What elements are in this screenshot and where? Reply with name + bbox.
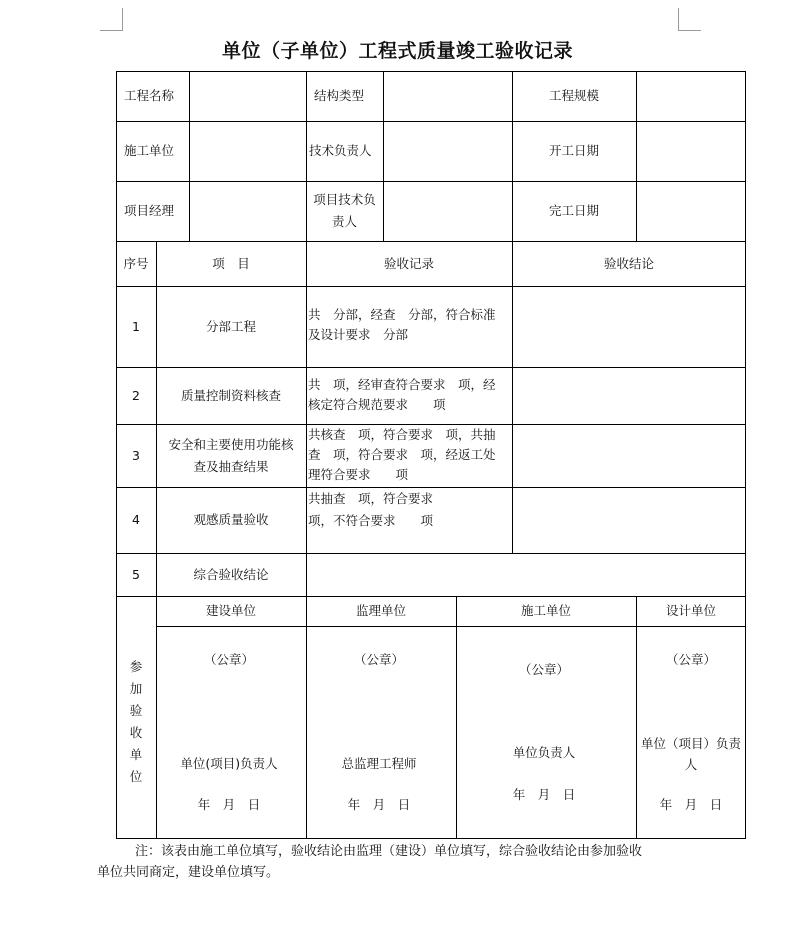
row-1-item: 分部工程 [205, 318, 256, 334]
row-2-item: 质量控制资料核查 [180, 387, 281, 403]
row-2-no: 2 [132, 387, 140, 403]
row-5-no: 5 [132, 566, 140, 582]
row-1-record-line-2: 及设计要求 分部 [308, 327, 409, 342]
row-3-record[interactable] [308, 425, 512, 487]
unit-design-date: 年 月 日 [659, 797, 723, 812]
unit-supervision-date: 年 月 日 [347, 797, 411, 812]
row-5-item: 综合验收结论 [193, 566, 269, 582]
unit-design-signer-line-2: 人 [684, 757, 698, 772]
unit-contractor-name: 施工单位 [520, 603, 571, 618]
project-tech-lead-label [306, 181, 383, 241]
participants-label-char-1: 参 [129, 659, 143, 674]
row-4-item: 观感质量验收 [193, 512, 269, 527]
project-scale-value[interactable] [636, 71, 746, 121]
completion-date-value[interactable] [636, 181, 746, 241]
participants-label-char-5: 单 [129, 747, 143, 762]
unit-construction-signer: 单位(项目)负责人 [180, 756, 278, 771]
row-3-conclusion[interactable] [512, 424, 746, 487]
row-5-conclusion[interactable] [306, 553, 746, 596]
unit-contractor-seal: （公章） [518, 662, 569, 677]
project-tech-lead-value[interactable] [383, 181, 512, 241]
row-3-record-line-1: 共核查 项，符合要求 项，共抽 [308, 427, 496, 442]
start-date-value[interactable] [636, 121, 746, 181]
completion-date-label: 完工日期 [548, 203, 599, 218]
row-4-no: 4 [132, 512, 140, 527]
row-4-record-line-1: 共抽查 项，符合要求 [308, 491, 434, 506]
project-tech-lead-label-line-2: 责人 [331, 214, 357, 229]
project-manager-value[interactable] [189, 181, 306, 241]
contractor-value[interactable] [189, 121, 306, 181]
structure-type-value[interactable] [383, 71, 512, 121]
row-3-record-line-2: 查 项，符合要求 项，经返工处 [308, 447, 496, 462]
row-2-record-line-1: 共 项，经审查符合要求 项，经 [308, 377, 496, 392]
header-record: 验收记录 [383, 255, 434, 271]
structure-type-label: 结构类型 [314, 88, 365, 103]
note-line-2: 单位共同商定，建设单位填写。 [97, 865, 280, 880]
unit-contractor-signer: 单位负责人 [512, 745, 576, 760]
row-2-conclusion[interactable] [512, 367, 746, 424]
project-manager-label: 项目经理 [124, 203, 175, 218]
unit-contractor-date: 年 月 日 [512, 787, 576, 802]
unit-design-signer [636, 733, 746, 775]
header-conclusion: 验收结论 [603, 255, 654, 271]
row-1-record-line-1: 共 分部，经查 分部，符合标准 [308, 307, 496, 322]
page-title: 单位（子单位）工程式质量竣工验收记录 [221, 40, 573, 62]
unit-design-seal: （公章） [665, 652, 716, 667]
unit-design-name: 设计单位 [665, 603, 716, 618]
project-scale-label: 工程规模 [548, 88, 599, 103]
row-2-record[interactable] [308, 375, 512, 421]
participants-label [116, 596, 156, 838]
row-3-record-line-3: 理符合要求 项 [308, 467, 409, 482]
row-1-conclusion[interactable] [512, 286, 746, 367]
start-date-label: 开工日期 [548, 143, 599, 158]
unit-supervision-seal: （公章） [353, 652, 404, 667]
row-1-no: 1 [132, 318, 140, 334]
unit-construction-date: 年 月 日 [197, 797, 261, 812]
row-4-record-line-3: 项，不符合要求 项 [308, 513, 434, 528]
row-3-item-line-1: 安全和主要使用功能核 [168, 436, 294, 452]
unit-design-signer-line-1: 单位（项目）负责 [640, 736, 741, 751]
unit-supervision-signer: 总监理工程师 [341, 756, 417, 771]
tech-lead-value[interactable] [383, 121, 512, 181]
project-name-value[interactable] [189, 71, 306, 121]
participants-label-char-6: 位 [129, 769, 143, 784]
note-line-1: 注：该表由施工单位填写，验收结论由监理（建设）单位填写，综合验收结论由参加验收 [135, 844, 643, 859]
row-4-record[interactable] [308, 489, 512, 553]
unit-construction-seal: （公章） [203, 652, 254, 667]
participants-label-char-2: 加 [129, 681, 143, 696]
contractor-label: 施工单位 [124, 143, 175, 158]
unit-construction-name: 建设单位 [205, 603, 256, 618]
participants-label-char-4: 收 [129, 725, 143, 740]
row-3-no: 3 [132, 447, 140, 463]
row-2-record-line-2: 核定符合规范要求 项 [308, 397, 446, 412]
header-item: 项 目 [212, 255, 250, 271]
row-1-record[interactable] [308, 305, 512, 365]
row-3-item-line-2: 查及抽查结果 [193, 458, 269, 474]
header-no: 序号 [123, 255, 149, 271]
participants-label-char-3: 验 [129, 703, 143, 718]
project-tech-lead-label-line-1: 项目技术负 [313, 192, 376, 207]
row-3-item [156, 424, 306, 487]
unit-supervision-name: 监理单位 [355, 603, 406, 618]
project-name-label: 工程名称 [124, 88, 175, 103]
row-4-conclusion[interactable] [512, 487, 746, 553]
tech-lead-label: 技术负责人 [309, 143, 372, 158]
